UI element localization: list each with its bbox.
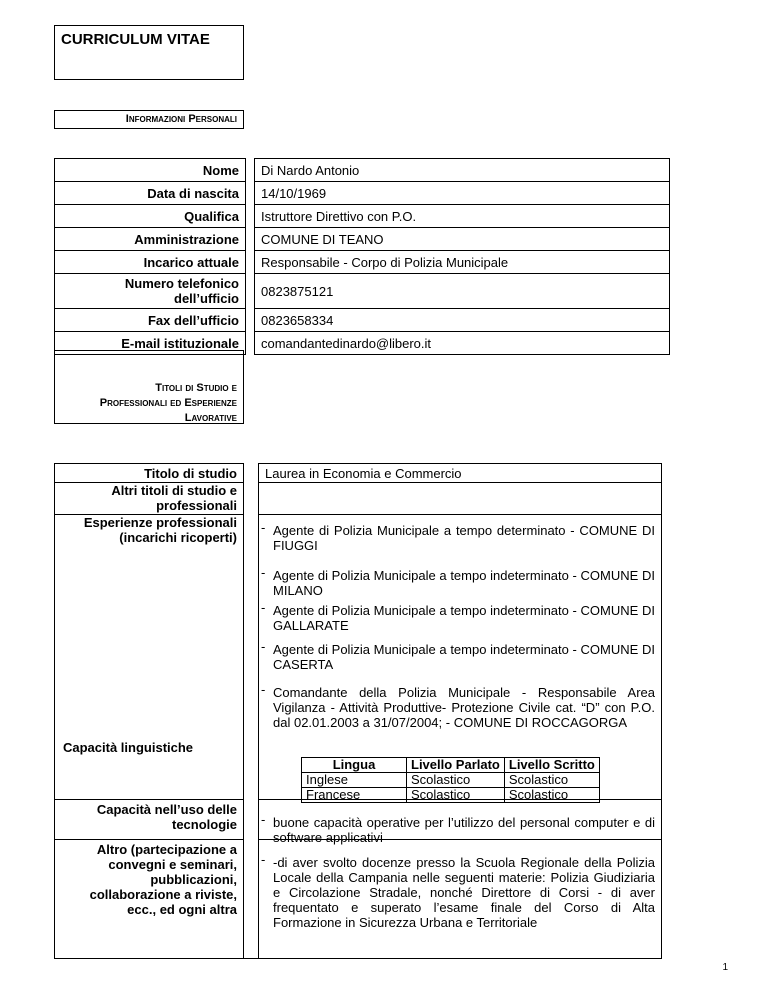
lingua-cell: Inglese: [302, 773, 407, 788]
label-altro: Altro (partecipazione a convegni e seminari, pubblicazioni, collaborazione a riviste, ecc., ed ogni altra: [89, 842, 237, 917]
list-item: - Comandante della Polizia Municipale - Responsabile Area Vigilanza - Attività Produttive- Protezione Civile cat. “D” con P.O. dal 02.01.2003 a 31/07/2004; - COMUNE DI ROCCAGORGA: [261, 682, 655, 730]
value-amministrazione: COMUNE DI TEANO: [255, 228, 670, 251]
label-incarico: Incarico attuale: [55, 251, 246, 274]
table-row: [302, 773, 600, 788]
esperienza-4: Agente di Polizia Municipale a tempo indeterminato - COMUNE DI CASERTA: [273, 642, 655, 672]
col-header-lingua: Lingua: [302, 758, 407, 773]
personal-info-table: [54, 158, 670, 355]
language-table: [301, 757, 600, 803]
esperienza-2: Agente di Polizia Municipale a tempo indeterminato - COMUNE DI MILANO: [273, 568, 655, 598]
label-altri-titoli: Altri titoli di studio e professionali: [111, 483, 237, 513]
esperienza-3: Agente di Polizia Municipale a tempo indeterminato - COMUNE DI GALLARATE: [273, 603, 655, 633]
value-data-nascita: 14/10/1969: [255, 182, 670, 205]
list-item: - Agente di Polizia Municipale a tempo determinato - COMUNE DI FIUGGI: [261, 520, 655, 553]
list-item: - -di aver svolto docenze presso la Scuola Regionale della Polizia Locale della Campania nelle seguenti materie: Polizia Giudiziaria e Circolazione Stradale, nonché Direttore di Corsi - di aver frequentato e superato l’esame finale del Corso di Alta Formazione in Sicurezza Urbana e Territoriale: [261, 852, 655, 930]
section-titoli-text: Titoli di Studio e Professionali ed Esperienze Lavorative: [99, 382, 237, 424]
table-row: [55, 251, 670, 274]
table-header-row: [302, 758, 600, 773]
section-titoli-title: [87, 381, 237, 426]
list-item: - buone capacità operative per l’utilizzo del personal computer e di software applicativi: [261, 812, 655, 845]
title-box: [54, 25, 244, 80]
section-personal-title: Informazioni Personali: [125, 113, 237, 125]
value-titolo-studio: Laurea in Economia e Commercio: [265, 466, 462, 481]
label-esperienze: Esperienze professionali (incarichi ricoperti): [83, 515, 237, 545]
scritto-cell: Scolastico: [504, 773, 599, 788]
label-lingue: Capacità linguistiche: [63, 740, 194, 755]
document-title: CURRICULUM VITAE: [61, 31, 210, 48]
label-amministrazione: Amministrazione: [55, 228, 246, 251]
label-telefono: Numero telefonico dell’ufficio: [55, 274, 246, 309]
value-tecnologie: buone capacità operative per l’utilizzo del personal computer e di software applicativi: [273, 815, 655, 845]
list-item: - Agente di Polizia Municipale a tempo indeterminato - COMUNE DI MILANO: [261, 565, 655, 598]
table-row: [55, 159, 670, 182]
parlato-cell: Scolastico: [407, 788, 505, 803]
label-fax: Fax dell’ufficio: [55, 309, 246, 332]
parlato-cell: Scolastico: [407, 773, 505, 788]
label-titolo-studio: Titolo di studio: [144, 466, 237, 481]
value-fax: 0823658334: [255, 309, 670, 332]
table-row: [55, 274, 670, 309]
table-row: [302, 788, 600, 803]
col-header-scritto: Livello Scritto: [504, 758, 599, 773]
value-qualifica: Istruttore Direttivo con P.O.: [255, 205, 670, 228]
label-qualifica: Qualifica: [55, 205, 246, 228]
table-row: [55, 309, 670, 332]
value-incarico: Responsabile - Corpo di Polizia Municipale: [255, 251, 670, 274]
esperienza-1: Agente di Polizia Municipale a tempo determinato - COMUNE DI FIUGGI: [273, 523, 655, 553]
labels-column: [54, 463, 244, 959]
label-email: E-mail istituzionale: [55, 332, 246, 355]
scritto-cell: Scolastico: [504, 788, 599, 803]
table-row: [55, 228, 670, 251]
table-row: [55, 182, 670, 205]
section-titoli-header: [54, 350, 244, 424]
bottom-divider: [54, 958, 662, 959]
list-item: - Agente di Polizia Municipale a tempo indeterminato - COMUNE DI GALLARATE: [261, 600, 655, 633]
values-column: [258, 463, 662, 959]
list-item: - Agente di Polizia Municipale a tempo indeterminato - COMUNE DI CASERTA: [261, 639, 655, 672]
label-tecnologie: Capacità nell’uso delle tecnologie: [96, 802, 237, 832]
page-number: 1: [722, 962, 728, 973]
label-data-nascita: Data di nascita: [55, 182, 246, 205]
value-email: comandantedinardo@libero.it: [255, 332, 670, 355]
label-nome: Nome: [55, 159, 246, 182]
value-nome: Di Nardo Antonio: [255, 159, 670, 182]
section-personal-header: [54, 110, 244, 129]
table-row: [55, 205, 670, 228]
esperienza-5: Comandante della Polizia Municipale - Responsabile Area Vigilanza - Attività Produttive- Protezione Civile cat. “D” con P.O. dal 02.01.2003 a 31/07/2004; - COMUNE DI ROCCAGORGA: [273, 685, 655, 730]
lingua-cell: Francese: [302, 788, 407, 803]
value-altro: -di aver svolto docenze presso la Scuola Regionale della Polizia Locale della Campania nelle seguenti materie: Polizia Giudiziaria e Circolazione Stradale, nonché Direttore di Corsi - di aver frequentato e superato l’esame finale del Corso di Alta Formazione in Sicurezza Urbana e Territoriale: [273, 855, 655, 930]
value-telefono: 0823875121: [255, 274, 670, 309]
col-header-parlato: Livello Parlato: [407, 758, 505, 773]
